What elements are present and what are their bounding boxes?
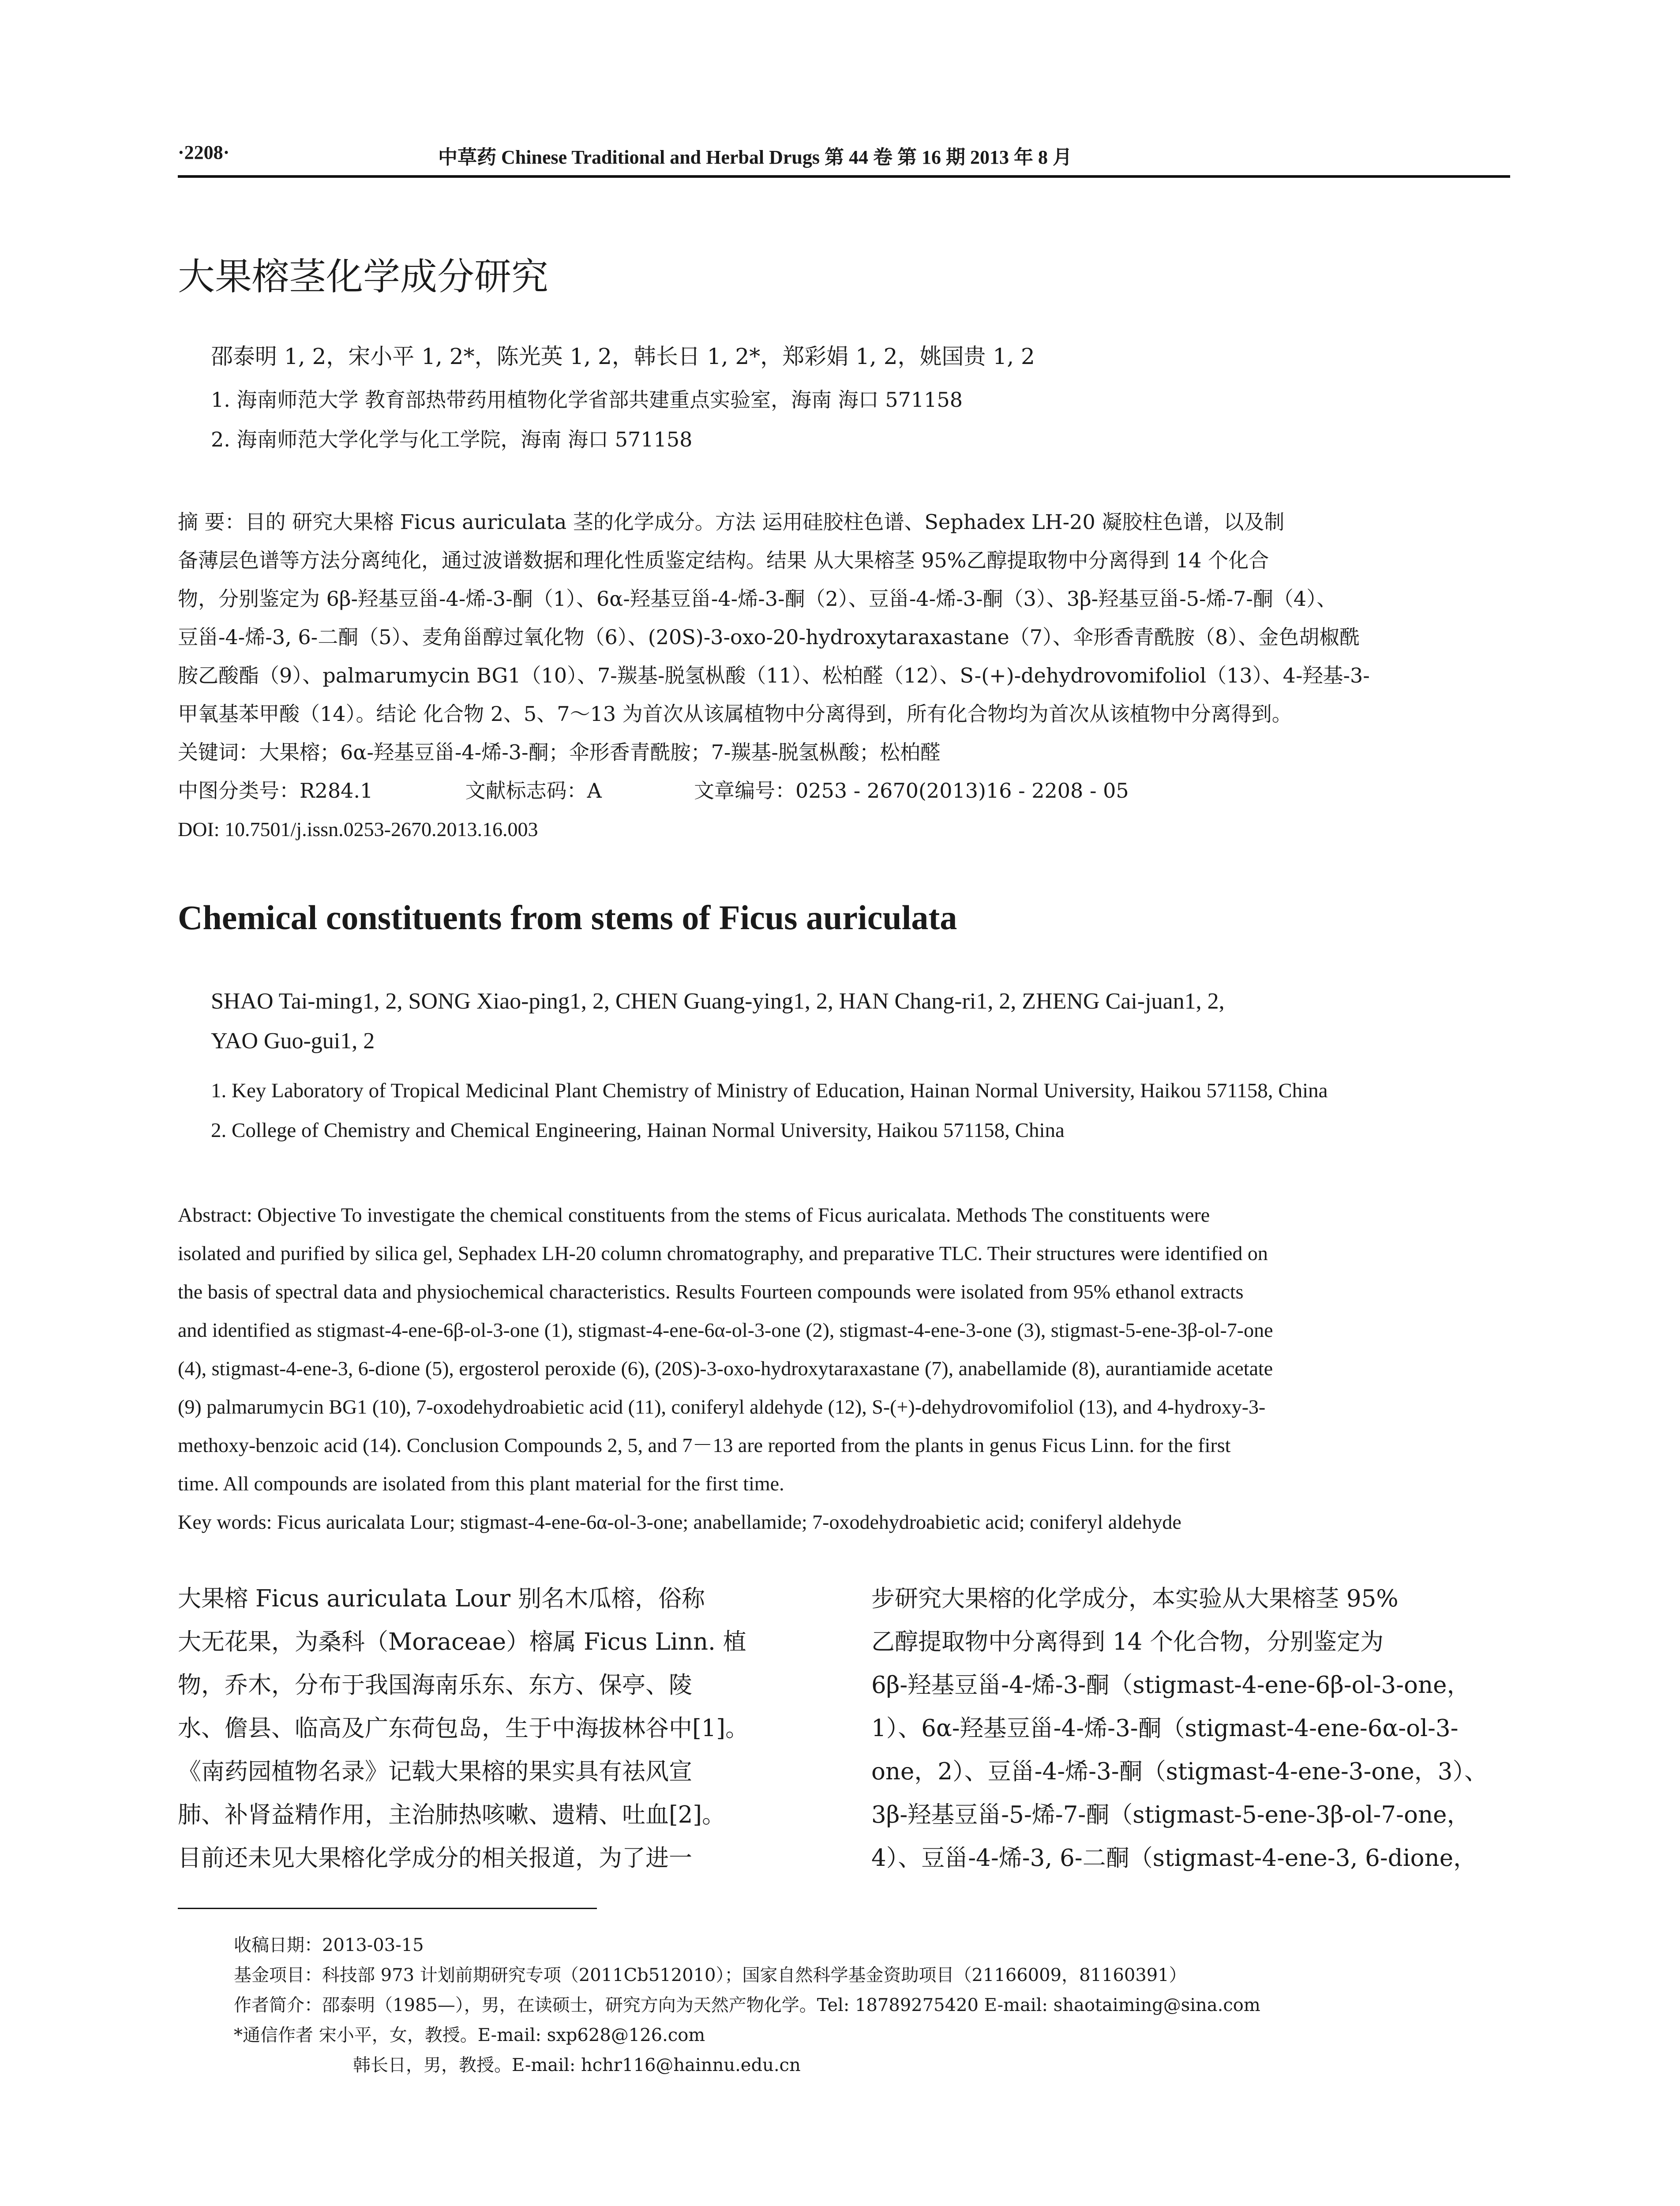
body-line: 3β-羟基豆甾-5-烯-7-酮（stigmast-5-ene-3β-ol-7-one， bbox=[871, 1801, 1470, 1828]
english-abstract-line: Abstract: Objective To investigate the chemical constituents from the stems of Ficus auricalata. Methods The constituents were bbox=[178, 1204, 1210, 1226]
funding: 基金项目：科技部 973 计划前期研究专项（2011Cb512010）；国家自然科学基金资助项目（21166009，81160391） bbox=[234, 1965, 1187, 1985]
corresponding-author: 韩长日，男，教授。E-mail: hchr116@hainnu.edu.cn bbox=[353, 2055, 801, 2075]
english-affiliation-2: 2. College of Chemistry and Chemical Engineering, Hainan Normal University, Haikou 571158, China bbox=[211, 1119, 1065, 1142]
clc-number: 中图分类号：R284.1 bbox=[178, 779, 373, 803]
chinese-abstract-line: 甲氧基苯甲酸（14）。结论 化合物 2、5、7～13 为首次从该属植物中分离得到，所有化合物均为首次从该植物中分离得到。 bbox=[178, 702, 1292, 726]
body-line: 大无花果，为桑科（Moraceae）榕属 Ficus Linn. 植 bbox=[178, 1628, 746, 1655]
document-code: 文献标志码：A bbox=[465, 779, 602, 803]
chinese-authors: 邵泰明 1, 2，宋小平 1, 2*，陈光英 1, 2，韩长日 1, 2*，郑彩娟 1, 2，姚国贵 1, 2 bbox=[211, 344, 1035, 369]
english-abstract-line: (9) palmarumycin BG1 (10), 7-oxodehydroabietic acid (11), coniferyl aldehyde (12), S-(+)-dehydrovomifoliol (13), and 4-hydroxy-3- bbox=[178, 1396, 1266, 1418]
body-line: 《南药园植物名录》记载大果榕的果实具有祛风宣 bbox=[178, 1758, 692, 1785]
english-abstract bbox=[178, 1196, 1510, 1541]
english-abstract-line: (4), stigmast-4-ene-3, 6-dione (5), ergosterol peroxide (6), (20S)-3-oxo-hydroxytaraxastane (7), anabellamide (8), aurantiamide acetate bbox=[178, 1357, 1273, 1380]
chinese-affiliation-1: 1. 海南师范大学 教育部热带药用植物化学省部共建重点实验室，海南 海口 571158 bbox=[211, 388, 963, 412]
english-authors-line: SHAO Tai-ming1, 2, SONG Xiao-ping1, 2, CHEN Guang-ying1, 2, HAN Chang-ri1, 2, ZHENG Cai-juan1, 2, bbox=[211, 989, 1225, 1014]
body-line: 目前还未见大果榕化学成分的相关报道，为了进一 bbox=[178, 1845, 692, 1872]
english-abstract-line: and identified as stigmast-4-ene-6β-ol-3-one (1), stigmast-4-ene-6α-ol-3-one (2), stigmast-4-ene-3-one (3), stigmast-5-ene-3β-ol-7-one bbox=[178, 1319, 1273, 1341]
body-line: 乙醇提取物中分离得到 14 个化合物，分别鉴定为 bbox=[871, 1628, 1384, 1655]
chinese-title: 大果榕茎化学成分研究 bbox=[178, 255, 549, 298]
classification-line bbox=[178, 772, 1510, 810]
header-rule bbox=[178, 175, 1510, 178]
english-abstract-line: methoxy-benzoic acid (14). Conclusion Compounds 2, 5, and 7－13 are reported from the plants in genus Ficus Linn. for the first bbox=[178, 1434, 1231, 1456]
english-abstract-line: isolated and purified by silica gel, Sephadex LH-20 column chromatography, and preparative TLC. Their structures were identified on bbox=[178, 1242, 1268, 1264]
author-bio: 作者简介：邵泰明（1985—），男，在读硕士，研究方向为天然产物化学。Tel: 18789275420 E-mail: shaotaiming@sina.com bbox=[234, 1995, 1260, 2015]
journal-citation: 中草药 Chinese Traditional and Herbal Drugs 第 44 卷 第 16 期 2013 年 8 月 bbox=[438, 146, 1072, 168]
body-line: 肺、补肾益精作用，主治肺热咳嗽、遗精、吐血[2]。 bbox=[178, 1801, 726, 1828]
corresponding-author: *通信作者 宋小平，女，教授。E-mail: sxp628@126.com bbox=[234, 2025, 705, 2045]
body-line: one，2）、豆甾-4-烯-3-酮（stigmast-4-ene-3-one，3）、 bbox=[871, 1758, 1488, 1785]
chinese-abstract-line: 胺乙酸酯（9）、palmarumycin BG1（10）、7-羰基-脱氢枞酸（11）、松柏醛（12）、S-(+)-dehydrovomifoliol（13）、4-羟基-3- bbox=[178, 664, 1370, 687]
chinese-keywords: 关键词：大果榕；6α-羟基豆甾-4-烯-3-酮；伞形香青酰胺；7-羰基-脱氢枞酸；松柏醛 bbox=[178, 740, 941, 764]
english-abstract-line: time. All compounds are isolated from this plant material for the first time. bbox=[178, 1472, 784, 1495]
chinese-abstract-line: 豆甾-4-烯-3, 6-二酮（5）、麦角甾醇过氧化物（6）、(20S)-3-oxo-20-hydroxytaraxastane（7）、伞形香青酰胺（8）、金色胡椒酰 bbox=[178, 625, 1360, 649]
body-line: 4）、豆甾-4-烯-3, 6-二酮（stigmast-4-ene-3, 6-dione， bbox=[871, 1845, 1477, 1872]
body-line: 大果榕 Ficus auriculata Lour 别名木瓜榕，俗称 bbox=[178, 1585, 705, 1612]
english-authors bbox=[211, 982, 1225, 1061]
english-authors-line: YAO Guo-gui1, 2 bbox=[211, 1028, 375, 1054]
body-line: 6β-羟基豆甾-4-烯-3-酮（stigmast-4-ene-6β-ol-3-one， bbox=[871, 1672, 1470, 1699]
page-number: ·2208· bbox=[178, 142, 230, 163]
english-title: Chemical constituents from stems of Ficus auriculata bbox=[178, 898, 957, 937]
chinese-abstract-line: 物，分别鉴定为 6β-羟基豆甾-4-烯-3-酮（1）、6α-羟基豆甾-4-烯-3-酮（2）、豆甾-4-烯-3-酮（3）、3β-羟基豆甾-5-烯-7-酮（4）、 bbox=[178, 587, 1337, 611]
doi: DOI: 10.7501/j.issn.0253-2670.2013.16.003 bbox=[178, 818, 538, 840]
article-number: 文章编号：0253 - 2670(2013)16 - 2208 - 05 bbox=[694, 779, 1129, 803]
received-date: 收稿日期：2013-03-15 bbox=[234, 1935, 424, 1955]
body-column-left bbox=[178, 1577, 818, 1880]
running-header bbox=[178, 141, 1510, 172]
body-line: 1）、6α-羟基豆甾-4-烯-3-酮（stigmast-4-ene-6α-ol-3- bbox=[871, 1715, 1459, 1742]
english-abstract-line: the basis of spectral data and physiochemical characteristics. Results Fourteen compounds were isolated from 95% ethanol extracts bbox=[178, 1280, 1244, 1303]
body-line: 水、儋县、临高及广东荷包岛，生于中海拔林谷中[1]。 bbox=[178, 1715, 749, 1742]
body-line: 物，乔木，分布于我国海南乐东、东方、保亭、陵 bbox=[178, 1672, 692, 1699]
english-keywords: Key words: Ficus auricalata Lour; stigmast-4-ene-6α-ol-3-one; anabellamide; 7-oxodehydroabietic acid; coniferyl aldehyde bbox=[178, 1511, 1181, 1533]
footnotes bbox=[234, 1930, 1260, 2080]
english-affiliation-1: 1. Key Laboratory of Tropical Medicinal Plant Chemistry of Ministry of Education, Hainan Normal University, Haikou 571158, China bbox=[211, 1079, 1328, 1102]
footnote-rule bbox=[178, 1908, 597, 1909]
chinese-abstract bbox=[178, 503, 1510, 848]
body-column-right bbox=[871, 1577, 1511, 1880]
chinese-abstract-line: 摘 要：目的 研究大果榕 Ficus auriculata 茎的化学成分。方法 运用硅胶柱色谱、Sephadex LH-20 凝胶柱色谱，以及制 bbox=[178, 510, 1285, 534]
chinese-affiliation-2: 2. 海南师范大学化学与化工学院，海南 海口 571158 bbox=[211, 428, 693, 451]
body-line: 步研究大果榕的化学成分，本实验从大果榕茎 95% bbox=[871, 1585, 1399, 1612]
chinese-abstract-line: 备薄层色谱等方法分离纯化，通过波谱数据和理化性质鉴定结构。结果 从大果榕茎 95%乙醇提取物中分离得到 14 个化合 bbox=[178, 548, 1269, 572]
